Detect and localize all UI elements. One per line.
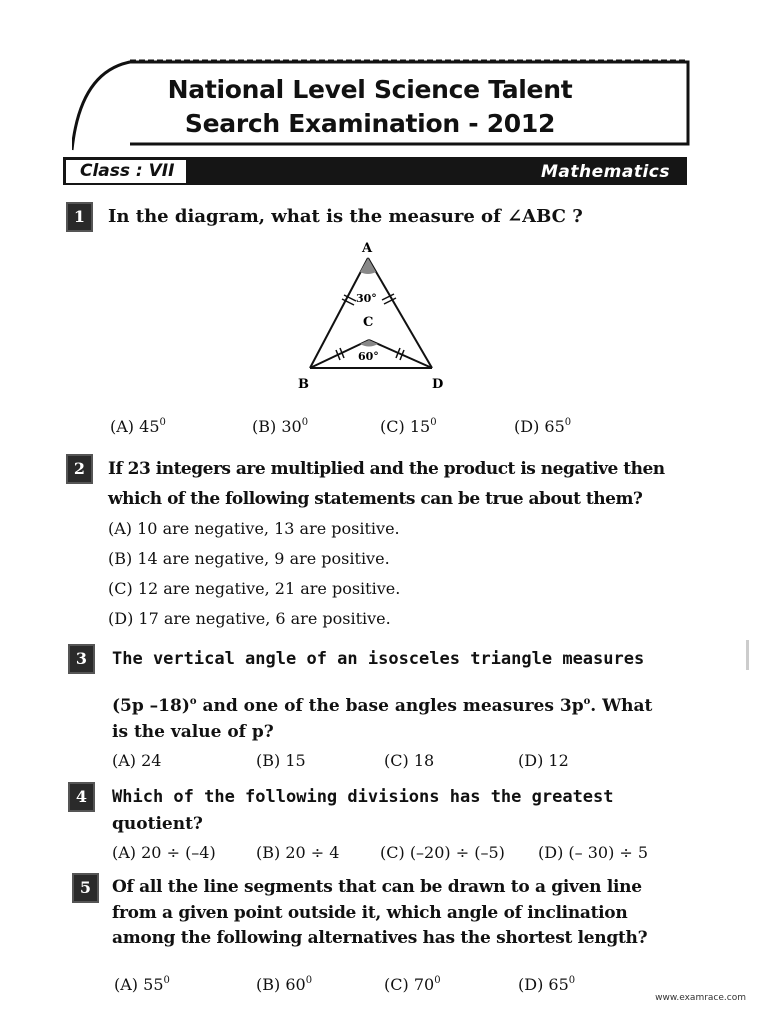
triangle-diagram — [296, 236, 452, 396]
question-2-option-d: (D) 17 are negative, 6 are positive. — [108, 609, 391, 628]
vertex-label-b: B — [298, 377, 309, 392]
page-title-line-1: National Level Science Talent — [167, 75, 573, 104]
question-number-3: 3 — [68, 644, 95, 674]
question-3-option-d: (D) 12 — [518, 751, 569, 770]
question-number-4: 4 — [68, 782, 95, 812]
class-label: Class : VII — [80, 161, 175, 181]
scan-mark — [746, 640, 749, 670]
question-3-text-line-1: The vertical angle of an isosceles triangle measures — [112, 649, 645, 669]
question-5-option-d: (D) $65^0$ — [518, 975, 576, 994]
question-1-text: In the diagram, what is the measure of ∠ABC ? — [108, 206, 583, 227]
question-4-option-b: (B) 20 ÷ 4 — [256, 843, 340, 862]
question-4-text-line-1: Which of the following divisions has the greatest — [112, 787, 614, 807]
vertex-label-c: C — [363, 315, 374, 330]
question-3-text-line-2: (5p –18)$^o$ and one of the base angles measures $3p^o$. What — [112, 696, 653, 716]
question-4-option-c: (C) (–20) ÷ (–5) — [380, 843, 505, 862]
vertex-label-a: A — [362, 241, 373, 256]
vertex-label-d: D — [432, 377, 444, 392]
question-number-2: 2 — [66, 454, 93, 484]
question-2-option-b: (B) 14 are negative, 9 are positive. — [108, 549, 390, 568]
question-2-option-a: (A) 10 are negative, 13 are positive. — [108, 519, 400, 538]
question-1-option-b: (B) $30^0$ — [252, 417, 309, 436]
footer-watermark: www.examrace.com — [655, 993, 746, 1003]
question-4-option-a: (A) 20 ÷ (–4) — [112, 843, 216, 862]
angle-label-60: 60° — [358, 350, 379, 363]
question-4-option-d: (D) (– 30) ÷ 5 — [538, 843, 649, 862]
question-5-text-line-3: among the following alternatives has the shortest length? — [112, 928, 648, 948]
page-title-line-2: Search Examination - 2012 — [184, 109, 556, 138]
question-2-text-line-1: If 23 integers are multiplied and the product is negative then — [108, 459, 665, 479]
question-1-option-c: (C) $15^0$ — [380, 417, 437, 436]
angle-label-30: 30° — [356, 292, 377, 305]
question-5-text-line-2: from a given point outside it, which angle of inclination — [112, 903, 628, 923]
question-3-option-a: (A) 24 — [112, 751, 162, 770]
subject-label: Mathematics — [541, 162, 670, 182]
question-1-option-a: (A) $45^0$ — [110, 417, 166, 436]
question-5-option-c: (C) $70^0$ — [384, 975, 441, 994]
question-3-option-c: (C) 18 — [384, 751, 435, 770]
question-3-text-line-3: is the value of p? — [112, 722, 274, 742]
question-3-option-b: (B) 15 — [256, 751, 306, 770]
question-2-option-c: (C) 12 are negative, 21 are positive. — [108, 579, 401, 598]
question-number-1: 1 — [66, 202, 93, 232]
question-5-option-b: (B) $60^0$ — [256, 975, 313, 994]
question-1-option-d: (D) $65^0$ — [514, 417, 572, 436]
question-4-text-line-2: quotient? — [112, 814, 203, 834]
question-5-option-a: (A) $55^0$ — [114, 975, 170, 994]
question-2-text-line-2: which of the following statements can be true about them? — [108, 489, 643, 509]
question-number-5: 5 — [72, 873, 99, 903]
question-5-text-line-1: Of all the line segments that can be drawn to a given line — [112, 877, 642, 897]
